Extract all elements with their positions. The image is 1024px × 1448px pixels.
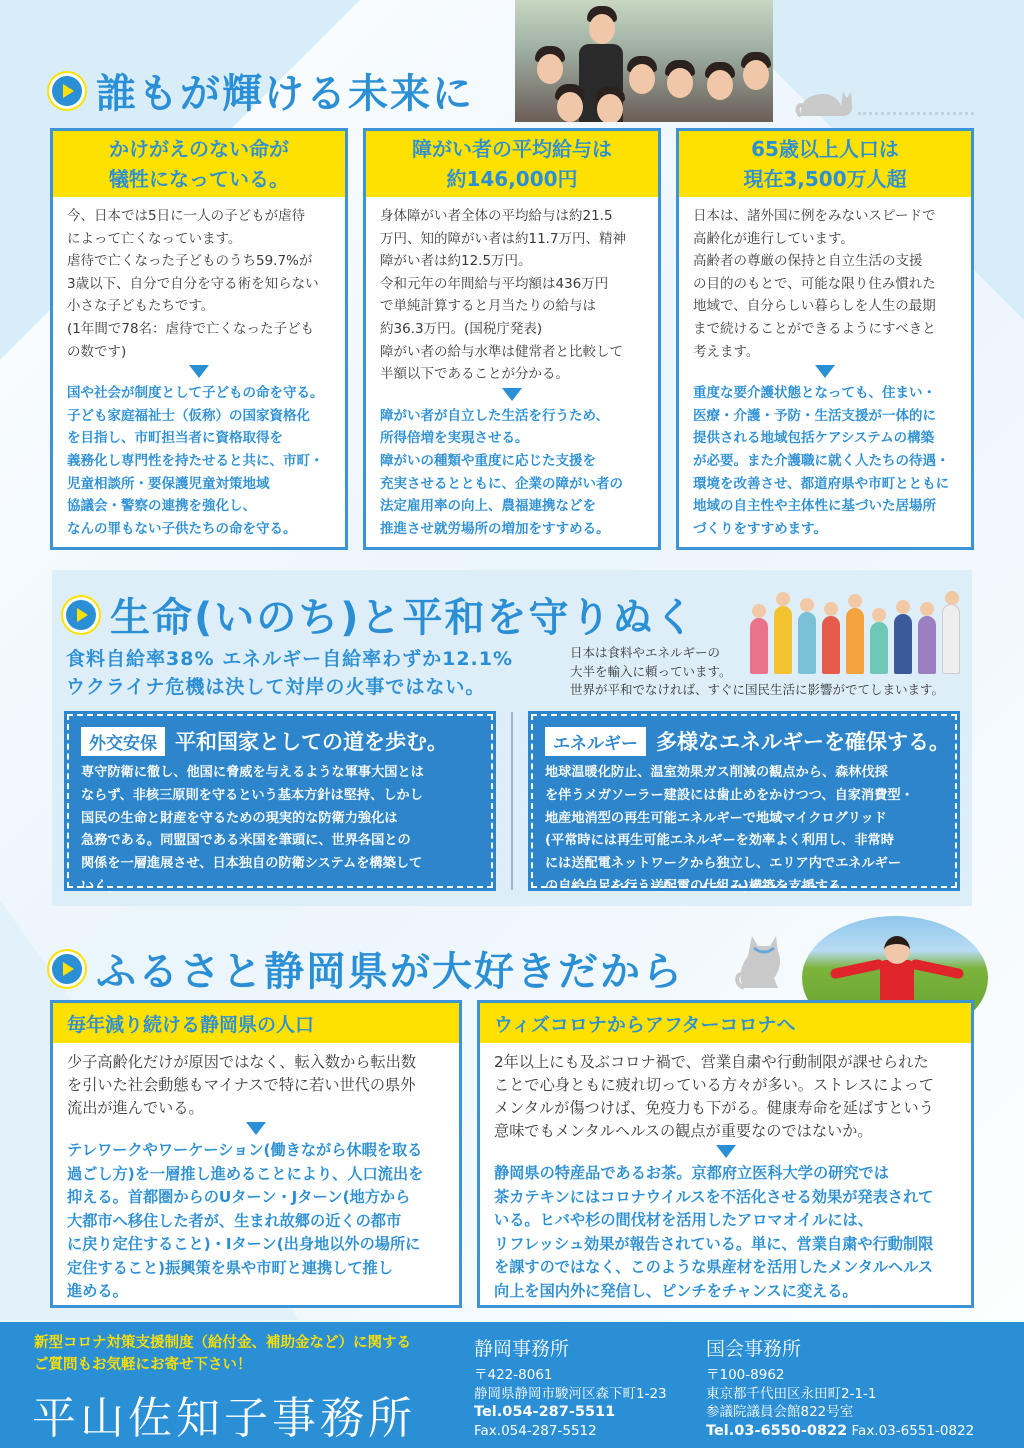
energy-box: [531, 714, 957, 894]
card-body: [679, 197, 971, 363]
body-line: 今、日本では5日に一人の子どもが虐待: [67, 208, 306, 224]
card-head-line: 現在3,500万人超: [743, 167, 907, 191]
body-line: 3歳以下、自分で自分を守る術を知らない: [67, 275, 319, 292]
cat-icon: [734, 926, 794, 990]
text-line: 関係を一層進展させ、日本独自の防衛システムを構築して: [81, 856, 423, 872]
box-headline: 平和国家としての道を歩む。: [175, 730, 448, 754]
solution-line: 抑える。首都圏からのUターン・Jターン(地方から: [67, 1188, 411, 1206]
body-line: の数です): [67, 343, 127, 360]
card-body: [480, 1043, 971, 1143]
card-solution: [366, 405, 658, 541]
address: 東京都千代田区永田町2-1-1: [706, 1385, 877, 1402]
note-line: ご質問もお気軽にお寄せ下さい！: [34, 1357, 252, 1373]
body-line: によって亡くなっています。: [67, 230, 242, 247]
note-line: 世界が平和でなければ、すぐに国民生活に影響がでてしまいます。: [570, 682, 945, 697]
body-line: 障がい者の給与水準は健常者と比較して: [380, 343, 623, 360]
down-arrow-icon: [246, 1122, 266, 1135]
body-line: 考えます。: [693, 343, 760, 360]
diplomacy-security-box: [67, 714, 493, 894]
box-headline: 多様なエネルギーを確保する。: [656, 730, 950, 754]
solution-line: 協議会・警察の連携を強化し、: [67, 498, 256, 515]
solution-line: 提供される地域包括ケアシステムの構築: [693, 430, 935, 447]
solution-line: テレワークやワーケーション(働きながら休暇を取る: [67, 1141, 423, 1159]
office-name: 平山佐知子事務所: [32, 1393, 416, 1444]
divider: [511, 712, 513, 890]
body-line: 令和元年の年間給与平均額は436万円: [380, 275, 609, 292]
footer-inquiry-note: [34, 1332, 411, 1376]
body-line: 2年以上にも及ぶコロナ禍で、営業自粛や行動制限が課せられた: [494, 1053, 929, 1071]
card-head-line: 犠牲になっている。: [109, 167, 289, 191]
section-title-shizuoka: [52, 940, 684, 997]
solution-line: 児童相談所・要保護児童対策地域: [67, 475, 270, 492]
solution-line: いる。ヒバや杉の間伐材を活用したアロマオイルには、: [494, 1211, 873, 1229]
body-line: 高齢化が進行しています。: [693, 230, 854, 247]
section-title-future: [52, 62, 474, 119]
body-line: 意味でもメンタルヘルスの観点が重要なのではないか。: [494, 1122, 873, 1140]
solution-line: 定住すること)振興策を県や市町と連携して推し: [67, 1258, 393, 1277]
solution-line: を目指し、市町担当者に資格取得を: [67, 430, 283, 447]
solution-line: 法定雇用率の向上、農福連携などを: [380, 498, 596, 515]
body-line: 万円、知的障がい者は約11.7万円、精神: [380, 230, 627, 247]
card-disability-wage: [363, 128, 661, 550]
section-title-text: ふるさと静岡県が大好きだから: [96, 949, 684, 995]
solution-line: が必要。また介護職に就く人たちの待遇・: [693, 452, 950, 469]
solution-line: 環境を改善させ、都道府県や市町とともに: [693, 475, 950, 492]
card-body: [53, 197, 345, 363]
zip-code: 〒100-8962: [706, 1367, 785, 1383]
solution-line: 子ども家庭福祉士（仮称）の国家資格化: [67, 407, 310, 424]
down-arrow-icon: [815, 365, 835, 378]
kokkai-office: [706, 1336, 974, 1440]
zip-code: 〒422-8061: [474, 1367, 553, 1383]
solution-line: 充実させるとともに、企業の障がい者の: [380, 475, 623, 492]
body-line: 半額以下であることが分かる。: [380, 366, 569, 383]
section-title-peace: [66, 586, 697, 643]
card-head: [679, 131, 971, 197]
solution-line: 向上を国内外に発信し、ピンチをチャンスに変える。: [494, 1281, 858, 1300]
card-child-abuse: [50, 128, 348, 550]
solution-line: 大都市へ移住した者が、生まれ故郷の近くの都市: [67, 1211, 402, 1230]
card-solution: [679, 382, 971, 540]
office-title: 静岡事務所: [474, 1338, 570, 1360]
body-line: の目的のもとで、可能な限り住み慣れた: [693, 275, 936, 292]
down-arrow-icon: [502, 388, 522, 401]
note-line: 大半を輸入に頼っています。: [570, 663, 732, 679]
note-line: 新型コロナ対策支援制度（給付金、補助金など）に関する: [34, 1335, 411, 1351]
solution-line: 地域の自主性や主体性に基づいた居場所: [693, 498, 936, 515]
card-population-decline: [50, 1000, 462, 1308]
text-line: の自給自足を行う送配電の仕組み)構築を支援する。: [545, 878, 855, 894]
paw-trail: [858, 112, 974, 116]
self-sufficiency-stats: [66, 645, 513, 701]
solution-line: 障がい者が自立した生活を行うため、: [380, 407, 609, 424]
card-head-line: かけがえのない命が: [109, 137, 289, 161]
card-head-line: 65歳以上人口は: [751, 137, 899, 161]
text-line: 地産地消型の再生可能エネルギーで地域マイクログリッド: [545, 810, 887, 826]
card-head: [366, 131, 658, 197]
text-line: いく。: [81, 878, 121, 894]
body-line: 身体障がい者全体の平均給与は約21.5: [380, 208, 613, 224]
text-line: 急務である。同盟国である米国を筆頭に、世界各国との: [81, 833, 411, 849]
solution-line: 義務化し専門性を持たせると共に、市町・: [67, 452, 324, 469]
card-head-line: 障がい者の平均給与は: [412, 137, 612, 161]
text-line: ならず、非核三原則を守るという基本方針は堅持、しかし: [81, 787, 423, 803]
body-line: 虐待で亡くなった子どものうち59.7%が: [67, 253, 313, 270]
body-line: を引いた社会動態もマイナスで特に若い世代の県外: [67, 1076, 416, 1094]
play-icon: [52, 76, 82, 106]
category-tag: エネルギー: [545, 727, 646, 756]
address-line-2: 参議院議員会館822号室: [706, 1404, 854, 1421]
phone-link[interactable]: Tel.054-287-5511: [474, 1404, 616, 1421]
solution-line: 重度な要介護状態となっても、住まい・: [693, 385, 936, 402]
solution-line: 推進させ就労場所の増加をすすめる。: [380, 520, 610, 537]
body-line: (1年間で78名：虐待で亡くなった子ども: [67, 320, 315, 337]
card-solution: [53, 1139, 459, 1304]
card-solution: [53, 382, 345, 540]
stat-line: 食料自給率38% エネルギー自給率わずか12.1%: [66, 648, 514, 670]
shizuoka-office: [474, 1336, 667, 1440]
solution-line: 過ごし方)を一層推し進めることにより、人口流出を: [67, 1164, 424, 1183]
phone-link[interactable]: Tel.03-6550-0822: [706, 1422, 848, 1439]
card-head: ウィズコロナからアフターコロナへ: [480, 1003, 971, 1043]
solution-line: 国や社会が制度として子どもの命を守る。: [67, 385, 324, 402]
down-arrow-icon: [189, 365, 209, 378]
card-head-line: 約146,000円: [446, 167, 578, 191]
body-line: 障がい者は約12.5万円。: [380, 253, 532, 270]
solution-line: 茶カテキンにはコロナウイルスを不活化させる効果が発表されて: [494, 1187, 934, 1206]
note-line: 日本は食料やエネルギーの: [570, 645, 721, 660]
solution-line: に戻り定住すること)・Iターン(出身地以外の場所に: [67, 1235, 421, 1253]
text-line: 国民の生命と財産を守るための現実的な防衛力強化は: [81, 810, 398, 826]
text-line: を伴うメガソーラー建設には歯止めをかけつつ、自家消費型・: [545, 787, 914, 803]
text-line: には送配電ネットワークから独立し、エリア内でエネルギー: [545, 856, 902, 872]
text-line: 地球温暖化防止、温室効果ガス削減の観点から、森林伐採: [545, 765, 888, 780]
import-note: [570, 644, 944, 700]
solution-line: 医療・介護・予防・生活支援が一体的に: [693, 407, 936, 424]
card-body: [53, 1043, 459, 1120]
body-line: まで続けることができるようにすべきと: [693, 320, 936, 337]
body-line: 約36.3万円。(国税庁発表): [380, 320, 543, 337]
body-line: 小さな子どもたちです。: [67, 298, 215, 315]
body-line: 少子高齢化だけが原因ではなく、転入数から転出数: [67, 1053, 417, 1071]
category-tag: 外交安保: [81, 727, 165, 756]
body-line: ことで心身ともに疲れ切っている方々が多い。ストレスによって: [494, 1076, 934, 1094]
body-line: で単純計算すると月当たりの給与は: [380, 298, 596, 315]
text-line: (平常時には再生可能エネルギーを効率よく利用し、非常時: [545, 833, 894, 849]
solution-line: を課すのではなく、このような県産材を活用したメンタルヘルス: [494, 1258, 934, 1276]
card-after-corona: [477, 1000, 974, 1308]
section-title-text: 誰もが輝ける未来に: [96, 71, 474, 117]
fax-number: Fax.03-6551-0822: [851, 1422, 975, 1439]
box-text: [533, 762, 955, 899]
card-head: [53, 131, 345, 197]
solution-line: 所得倍増を実現させる。: [380, 430, 529, 447]
text-line: 専守防衛に徹し、他国に脅威を与えるような軍事大国とは: [81, 765, 424, 780]
children-photo: [515, 0, 773, 122]
office-title: 国会事務所: [706, 1338, 802, 1360]
address: 静岡県静岡市駿河区森下町1-23: [474, 1385, 667, 1402]
play-icon: [66, 600, 96, 630]
solution-line: 静岡県の特産品であるお茶。京都府立医科大学の研究では: [494, 1164, 889, 1182]
card-head: 毎年減り続ける静岡県の人口: [53, 1003, 459, 1043]
body-line: 高齢者の尊厳の保持と自立生活の支援: [693, 253, 923, 270]
body-line: メンタルが傷つけば、免疫力も下がる。健康寿命を延ばすという: [494, 1099, 934, 1117]
box-text: [69, 762, 491, 899]
solution-line: 進める。: [67, 1282, 128, 1300]
play-icon: [52, 954, 82, 984]
solution-line: なんの罪もない子供たちの命を守る。: [67, 520, 297, 537]
card-solution: [480, 1162, 971, 1303]
stat-line: ウクライナ危機は決して対岸の火事ではない。: [66, 676, 486, 698]
solution-line: リフレッシュ効果が報告されている。単に、営業自粛や行動制限: [494, 1234, 934, 1253]
card-aging-population: [676, 128, 974, 550]
section-title-text: 生命(いのち)と平和を守りぬく: [110, 595, 697, 641]
cat-icon: [795, 72, 857, 120]
body-line: 流出が進んでいる。: [67, 1099, 204, 1117]
fax-number: Fax.054-287-5512: [474, 1422, 597, 1439]
card-body: [366, 197, 658, 386]
solution-line: 障がいの種類や重度に応じた支援を: [380, 452, 596, 469]
body-line: 日本は、諸外国に例をみないスピードで: [693, 208, 936, 224]
down-arrow-icon: [716, 1145, 736, 1158]
body-line: 地域で、自分らしい暮らしを人生の最期: [693, 298, 936, 315]
solution-line: づくりをすすめます。: [693, 520, 828, 537]
